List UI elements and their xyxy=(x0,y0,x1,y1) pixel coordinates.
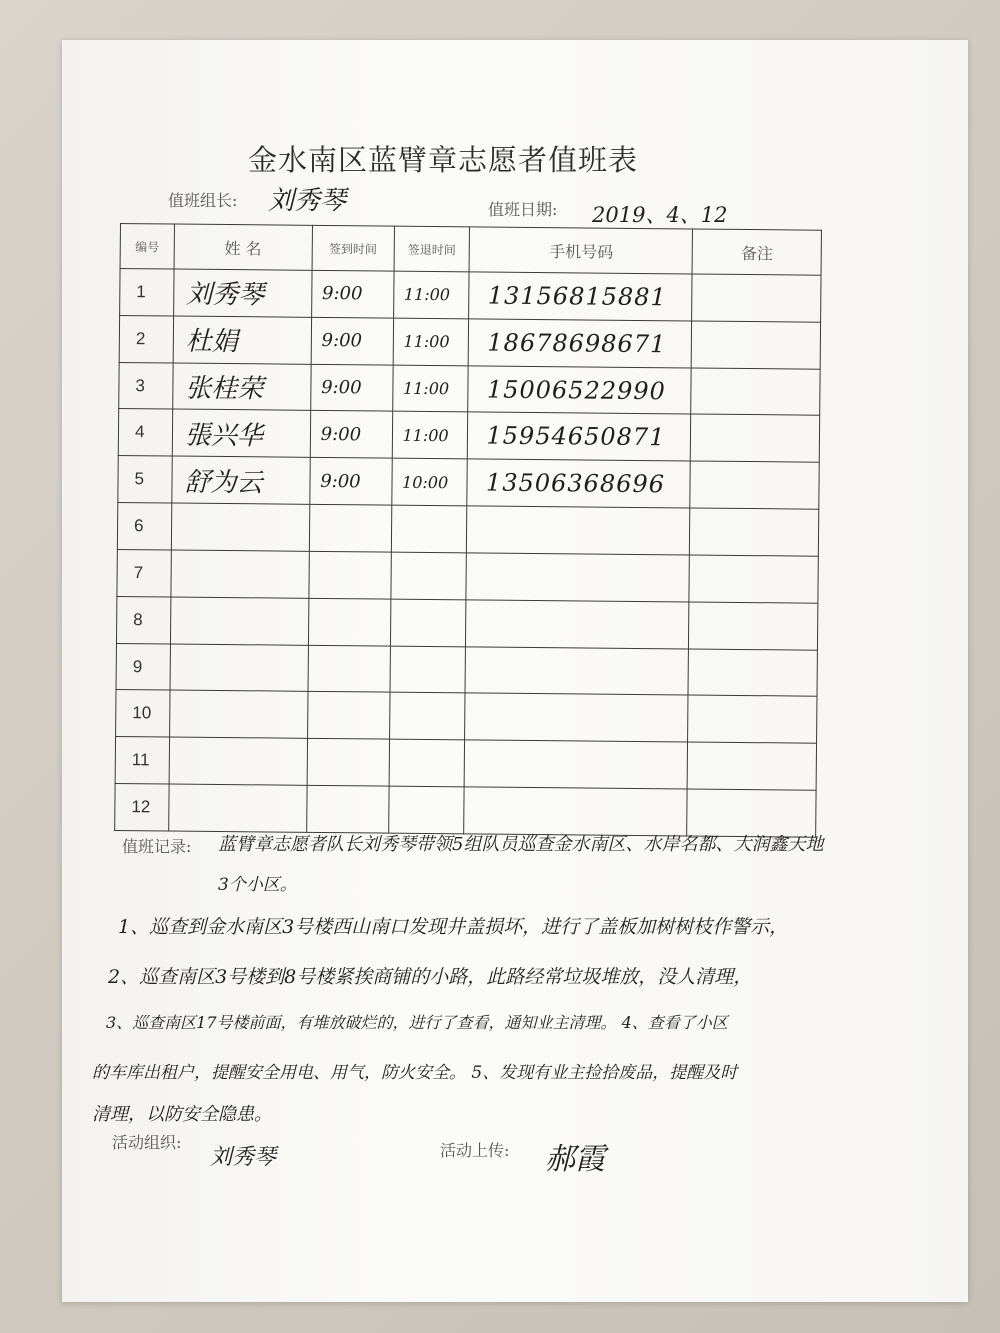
row-note xyxy=(688,695,817,743)
row-name xyxy=(169,690,307,738)
row-name xyxy=(170,597,308,645)
row-sign-out xyxy=(389,693,465,741)
header-phone: 手机号码 xyxy=(470,227,693,274)
row-sign-out: 11:00 xyxy=(392,365,468,413)
row-phone xyxy=(465,740,688,789)
row-sign-out: 11:00 xyxy=(393,271,469,319)
date-value: 2019、4、12 xyxy=(592,203,728,227)
organizer-label: 活动组织: xyxy=(112,1133,182,1152)
organizer-value: 刘秀琴 xyxy=(210,1145,277,1170)
row-sign-out xyxy=(390,552,466,600)
record-line: 3、巡查南区17号楼前面，有堆放破烂的，进行了查看，通知业主清理。 4、查看了小区 xyxy=(106,1013,728,1032)
row-sign-out: 11:00 xyxy=(393,318,469,366)
row-sign-in: 9:00 xyxy=(311,317,393,365)
row-sign-out xyxy=(388,786,464,834)
record-label: 值班记录: xyxy=(122,837,192,856)
row-sign-out xyxy=(390,646,466,694)
row-note xyxy=(689,555,818,603)
row-name xyxy=(170,644,308,692)
document-title: 金水南区蓝臂章志愿者值班表 xyxy=(248,143,639,177)
row-note xyxy=(692,321,821,369)
row-note xyxy=(691,414,820,462)
row-sign-in xyxy=(308,598,390,646)
row-sign-in xyxy=(308,645,390,693)
row-number: 1 xyxy=(120,269,174,316)
row-sign-out: 10:00 xyxy=(391,458,467,506)
row-name xyxy=(169,737,307,785)
table-row xyxy=(116,690,817,744)
row-phone xyxy=(465,646,688,695)
record-line: 2、巡查南区3号楼到8号楼紧挨商铺的小路，此路经常垃圾堆放，没人清理， xyxy=(108,966,753,988)
table-row xyxy=(116,596,817,650)
table-row xyxy=(120,269,821,323)
row-number: 7 xyxy=(117,549,171,596)
row-phone xyxy=(464,787,687,836)
row-number: 10 xyxy=(116,690,170,737)
row-number: 12 xyxy=(115,784,169,831)
leader-value: 刘秀琴 xyxy=(268,186,347,216)
table-row xyxy=(118,409,819,463)
row-sign-in: 9:00 xyxy=(310,411,392,459)
table-row xyxy=(117,549,818,603)
row-note xyxy=(689,602,818,650)
row-sign-out: 11:00 xyxy=(392,412,468,460)
row-phone xyxy=(467,506,690,555)
record-line: 的车库出租户，提醒安全用电、用气，防火安全。 5、发现有业主捡拾废品，提醒及时 xyxy=(92,1063,738,1083)
row-name: 张桂荣 xyxy=(173,363,311,411)
row-note xyxy=(687,742,816,790)
row-phone: 15006522990 xyxy=(468,366,691,415)
row-sign-in xyxy=(307,739,389,787)
row-note xyxy=(690,508,819,556)
row-number: 3 xyxy=(119,362,173,409)
row-name xyxy=(171,503,309,551)
row-sign-in xyxy=(306,785,388,833)
row-number: 11 xyxy=(115,737,169,784)
row-phone: 15954650871 xyxy=(468,412,691,461)
row-note xyxy=(688,649,817,697)
row-sign-out xyxy=(389,739,465,787)
uploader-label: 活动上传: xyxy=(440,1141,510,1160)
row-number: 8 xyxy=(116,596,170,643)
row-number: 6 xyxy=(117,503,171,550)
row-name: 舒为云 xyxy=(172,456,310,504)
header-name: 姓 名 xyxy=(174,224,312,270)
table-row xyxy=(118,456,819,510)
table-header-row xyxy=(120,224,821,276)
row-phone: 18678698671 xyxy=(469,319,692,368)
row-sign-in xyxy=(309,551,391,599)
row-number: 4 xyxy=(118,409,172,456)
table-row xyxy=(119,315,820,369)
row-phone xyxy=(466,553,689,602)
row-phone xyxy=(466,600,689,649)
header-note: 备注 xyxy=(692,229,821,275)
record-line: 蓝臂章志愿者队长刘秀琴带领5组队员巡查金水南区、水岸名都、大润鑫天地 xyxy=(218,834,824,855)
table-row xyxy=(115,737,816,791)
uploader-value: 郝霞 xyxy=(545,1142,605,1177)
row-number: 9 xyxy=(116,643,170,690)
row-name: 張兴华 xyxy=(172,409,310,457)
row-sign-in: 9:00 xyxy=(311,270,393,318)
table-row xyxy=(117,503,818,557)
row-sign-in xyxy=(309,504,391,552)
row-phone: 13506368696 xyxy=(467,459,690,508)
record-line: 3个小区。 xyxy=(218,875,297,895)
table-row xyxy=(119,362,820,416)
row-name xyxy=(169,784,307,832)
row-number: 2 xyxy=(119,315,173,362)
header-number: 编号 xyxy=(120,224,174,270)
header-sign-in: 签到时间 xyxy=(312,225,394,271)
row-phone: 13156815881 xyxy=(469,272,692,321)
row-phone xyxy=(465,693,688,742)
date-label: 值班日期: xyxy=(488,200,558,219)
record-line: 1、巡查到金水南区3号楼西山南口发现井盖损坏，进行了盖板加树树枝作警示， xyxy=(118,916,789,938)
row-name xyxy=(171,550,309,598)
row-sign-in: 9:00 xyxy=(310,364,392,412)
header-sign-out: 签退时间 xyxy=(394,226,470,272)
row-sign-in: 9:00 xyxy=(310,458,392,506)
table-row xyxy=(116,643,817,697)
duty-table xyxy=(114,223,822,838)
row-sign-in xyxy=(307,692,389,740)
row-name: 杜娟 xyxy=(173,316,311,364)
row-note xyxy=(692,274,821,322)
row-number: 5 xyxy=(118,456,172,503)
record-line: 清理，以防安全隐患。 xyxy=(92,1104,272,1125)
row-note xyxy=(690,461,819,509)
leader-label: 值班组长: xyxy=(168,191,238,210)
row-sign-out xyxy=(391,505,467,553)
row-name: 刘秀琴 xyxy=(174,269,312,317)
row-note xyxy=(691,368,820,416)
row-sign-out xyxy=(390,599,466,647)
